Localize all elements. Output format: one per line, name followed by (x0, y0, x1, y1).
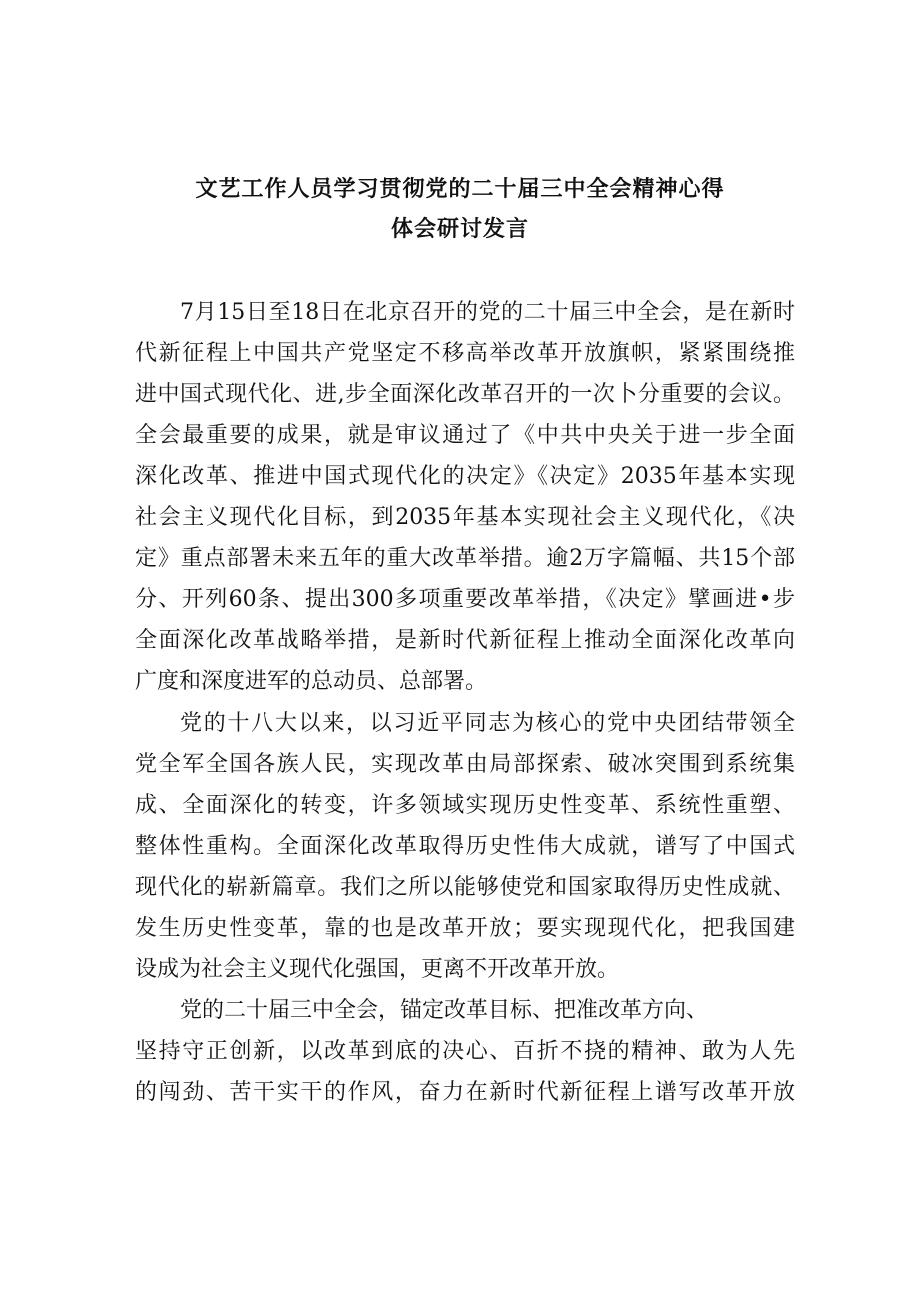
document-title-line-1: 文艺工作人员学习贯彻党的二十届三中全会精神心得 (195, 177, 725, 202)
paragraph-line: 现代化的崭新篇章。我们之所以能够使党和国家取得历史性成就、 (135, 875, 795, 900)
paragraph-line: 7月15日至18日在北京召开的党的二十届三中全会，是在新时 (180, 300, 795, 325)
paragraph-line: 设成为社会主义现代化强国，更离不开改革开放。 (135, 957, 620, 982)
paragraph-line: 发生历史性变革，靠的也是改革开放；要实现现代化，把我国建 (135, 916, 795, 941)
paragraph-line: 进中国式现代化、进,步全面深化改革召开的一次卜分重要的会议。 (135, 382, 795, 407)
paragraph-line: 坚持守正创新，以改革到底的决心、百折不挠的精神、敢为人先 (135, 1039, 795, 1064)
paragraph-line: 社会主义现代化目标，到2035年基本实现社会主义现代化，《决 (135, 505, 795, 530)
paragraph-line: 定》重点部署未来五年的重大改革举措。逾2万字篇幅、共15个部 (135, 546, 795, 571)
paragraph-line: 党全军全国各族人民，实现改革由局部探索、破冰突围到系统集 (135, 752, 795, 777)
paragraph-line: 整体性重构。全面深化改革取得历史性伟大成就，谱写了中国式 (135, 834, 795, 859)
paragraph-line: 代新征程上中国共产党坚定不移高举改革开放旗帜，紧紧围绕推 (135, 341, 795, 366)
paragraph-line: 深化改革、推进中国式现代化的决定》《决定》2035年基本实现 (135, 464, 795, 489)
paragraph-line: 分、开列60条、提出300多项重要改革举措，《决定》擘画进•步 (135, 587, 795, 612)
paragraph-line: 的闯劲、苦干实干的作风，奋力在新时代新征程上谱写改革开放 (135, 1080, 795, 1105)
paragraph-line: 成、全面深化的转变，许多领域实现历史性变革、系统性重塑、 (135, 793, 795, 818)
paragraph-line: 全面深化改革战略举措，是新时代新征程上推动全面深化改革向 (135, 628, 795, 653)
paragraph-line: 党的二十届三中全会，锚定改革目标、把准改革方向、 (180, 998, 709, 1023)
paragraph-line: 党的十八大以来，以习近平同志为核心的党中央团结带领全 (180, 711, 795, 736)
document-title-line-2: 体会研讨发言 (390, 217, 529, 242)
paragraph-line: 广度和深度进军的总动员、总部署。 (135, 669, 488, 694)
paragraph-line: 全会最重要的成果，就是审议通过了《中共中央关于进一步全面 (135, 423, 795, 448)
